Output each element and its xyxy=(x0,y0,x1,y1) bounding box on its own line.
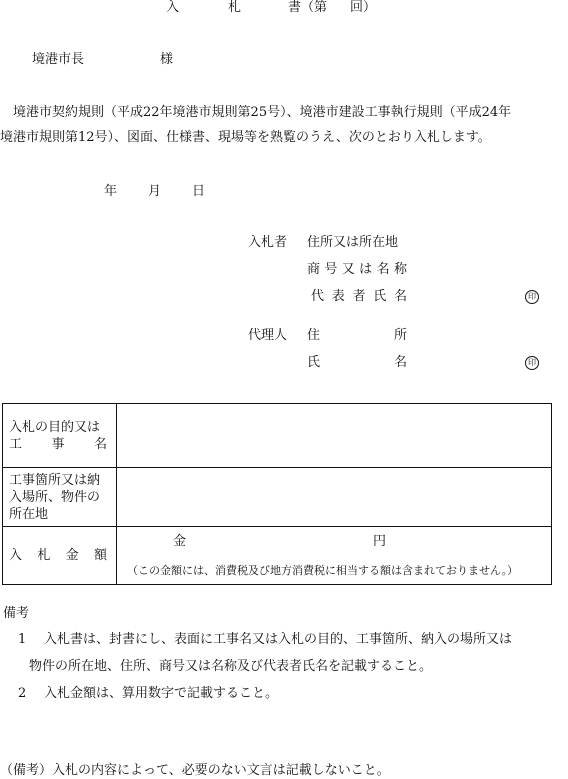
label-char: 名 xyxy=(393,289,407,304)
bidder-representative-label xyxy=(311,289,407,305)
date-year: 年 xyxy=(104,184,118,199)
label-char: 表 xyxy=(331,289,345,304)
label-char: 者 xyxy=(352,289,366,304)
label-char: 名 xyxy=(93,436,107,452)
title-round-prefix: （第 xyxy=(301,0,328,15)
label-char: 工 xyxy=(9,436,23,452)
location-label-line: 入場所、物件の xyxy=(9,489,101,505)
label-char: 事 xyxy=(51,436,65,452)
seal-mark: 印 xyxy=(525,356,539,370)
label-char: 名 xyxy=(393,355,407,370)
agent-address-label xyxy=(307,328,407,344)
label-char: 額 xyxy=(93,548,107,563)
label-char: 称 xyxy=(393,262,407,277)
label-char: 札 xyxy=(37,548,51,563)
purpose-label-line xyxy=(9,436,107,453)
remark-1-number: 1 xyxy=(18,632,27,647)
remark-1-line-2: 物件の所在地、住所、商号又は名称及び代表者氏名を記載すること。 xyxy=(29,659,433,674)
label-char: 入 xyxy=(9,548,23,563)
body-line-1: 境港市契約規則（平成22年境港市規則第25号）、境港市建設工事執行規則（平成24年 xyxy=(13,105,512,120)
label-char: 名 xyxy=(376,262,390,277)
label-char: 氏 xyxy=(373,289,387,304)
label-char: 又 xyxy=(341,262,355,277)
agent-role: 代理人 xyxy=(248,328,288,343)
honorific: 様 xyxy=(160,52,174,67)
date-day: 日 xyxy=(192,184,206,199)
document-title xyxy=(0,0,568,18)
purpose-row xyxy=(3,404,552,468)
location-row xyxy=(3,468,552,527)
purpose-label-line: 入札の目的又は xyxy=(9,419,101,435)
label-char: 商 xyxy=(307,262,321,277)
remarks-heading: 備考 xyxy=(3,606,30,621)
bidder-name-label xyxy=(307,262,407,278)
title-char: 札 xyxy=(228,0,242,15)
agent-name-label xyxy=(307,355,407,371)
label-char: 金 xyxy=(65,548,79,563)
amount-label xyxy=(3,527,117,585)
seal-mark: 印 xyxy=(525,290,539,304)
amount-value-cell[interactable] xyxy=(117,527,552,585)
location-value-cell[interactable] xyxy=(117,468,552,527)
title-char: 書 xyxy=(288,0,302,15)
body-line-2: 境港市規則第12号）、図面、仕様書、現場等を熟覧のうえ、次のとおり入札します。 xyxy=(0,130,491,145)
en-label: 円 xyxy=(373,534,387,549)
remark-2-number: 2 xyxy=(18,686,27,701)
title-round-suffix: 回） xyxy=(350,0,377,15)
date-month: 月 xyxy=(148,184,162,199)
bid-table xyxy=(2,403,552,585)
label-char: 代 xyxy=(311,289,325,304)
label-char: 号 xyxy=(324,262,338,277)
bidder-role: 入札者 xyxy=(248,235,288,250)
bidder-address-label: 住所又は所在地 xyxy=(307,235,399,250)
remark-1-line-1: 入札書は、封書にし、表面に工事名又は入札の目的、工事箇所、納入の場所又は xyxy=(44,632,513,647)
location-label-line: 所在地 xyxy=(9,506,49,522)
title-char: 入 xyxy=(166,0,180,15)
amount-row xyxy=(3,527,552,585)
location-label-line: 工事箇所又は納 xyxy=(9,472,101,488)
kin-label: 金 xyxy=(173,534,187,549)
remark-2-text: 入札金額は、算用数字で記載すること。 xyxy=(44,686,279,701)
purpose-value-cell[interactable] xyxy=(117,404,552,468)
amount-label-line xyxy=(9,547,107,564)
footnote: （備考）入札の内容によって、必要のない文言は記載しないこと。 xyxy=(0,763,390,778)
label-char: 氏 xyxy=(307,355,321,370)
label-char: 住 xyxy=(307,328,321,343)
label-char: 所 xyxy=(393,328,407,343)
tax-note: （この金額には、消費税及び地方消費税に相当する額は含まれておりません。） xyxy=(127,564,519,577)
addressee: 境港市長 xyxy=(32,52,85,67)
purpose-label xyxy=(3,404,117,468)
label-char: は xyxy=(359,262,373,277)
location-label xyxy=(3,468,117,527)
